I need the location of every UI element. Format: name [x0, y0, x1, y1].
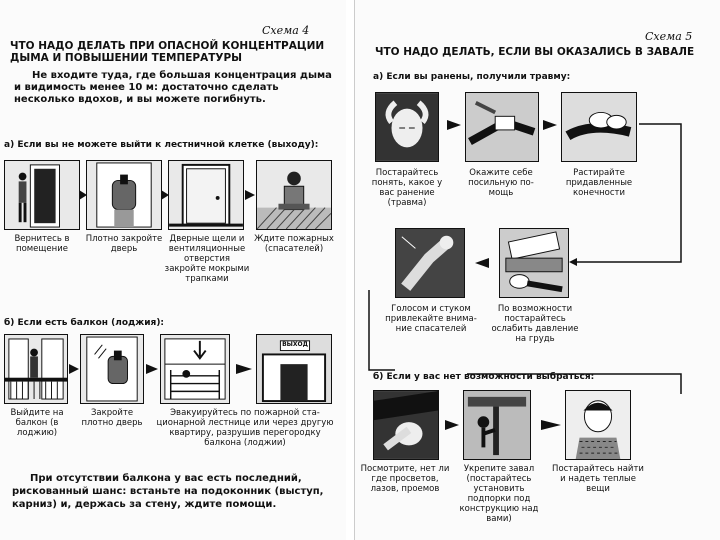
illustration-balcony-door — [80, 334, 144, 404]
arrow-right-icon — [236, 364, 252, 374]
right-page — [354, 0, 720, 540]
caption-close-door: Плотно закройте дверь — [85, 234, 163, 254]
section-a-heading: а) Если вы ранены, получили травму: — [373, 72, 571, 82]
arrow-right-icon — [543, 120, 557, 130]
scheme-4-label: Схема 4 — [262, 24, 310, 37]
caption-warm-clothes: Постарайтесь найти и надеть теплые вещи — [552, 464, 644, 494]
section-b-heading: б) Если есть балкон (лоджия): — [4, 318, 165, 328]
caption-call-rescuers: Голосом и стуком привлекайте внимание спасателей — [385, 304, 477, 334]
illustration-fire-stairs — [160, 334, 230, 404]
illustration-warm-clothes — [565, 390, 631, 460]
caption-seal-gaps: Дверные щели и вентиляционные отверстия закройте мокрыми трапками — [164, 234, 250, 284]
caption-return-room: Вернитесь в помещение — [14, 234, 70, 254]
caption-look-openings: Посмотрите, нет ли где просветов, лазов, проемов — [360, 464, 450, 494]
caption-balcony-door: Закройте плотно дверь — [81, 408, 143, 428]
arrow-right-icon — [447, 120, 461, 130]
arrow-left-icon — [475, 258, 489, 268]
scheme-5-title: ЧТО НАДО ДЕЛАТЬ, ЕСЛИ ВЫ ОКАЗАЛИСЬ В ЗАВАЛЕ — [375, 46, 695, 58]
illustration-seal-gaps — [168, 160, 244, 230]
caption-fire-stairs: Эвакуируйтесь по пожарной стационарной лестнице или через другую квартиру, разрушив перегородку балкона (лоджии) — [156, 408, 334, 448]
section-b-heading: б) Если у вас нет возможности выбраться: — [373, 372, 595, 382]
arrow-right-icon — [445, 420, 459, 430]
caption-assess-injury: Постарайтесь понять, какое у вас ранение (травма) — [371, 168, 443, 208]
smoke-warning: Не входите туда, где большая концентрация дыма и видимость менее 10 м: достаточно сделать несколько вдохов, и вы можете погибнуть. — [14, 70, 332, 105]
arrow-right-icon — [541, 420, 561, 430]
arrow-right-icon — [69, 364, 79, 374]
illustration-call-rescuers — [395, 228, 465, 298]
illustration-close-door — [86, 160, 162, 230]
caption-balcony: Выйдите на балкон (в лоджию) — [10, 408, 64, 438]
illustration-assess-injury — [375, 92, 439, 162]
scheme-4-title: ЧТО НАДО ДЕЛАТЬ ПРИ ОПАСНОЙ КОНЦЕНТРАЦИИ ДЫМА И ПОВЫШЕНИИ ТЕМПЕРАТУРЫ — [10, 40, 325, 64]
caption-self-help: Окажите себе посильную помощь — [468, 168, 534, 198]
illustration-return-room — [4, 160, 80, 230]
illustration-self-help — [465, 92, 539, 162]
scheme-5-label: Схема 5 — [645, 30, 693, 43]
caption-chest-pressure: По возможности постарайтесь ослабить давление на грудь — [491, 304, 579, 344]
caption-rub-limbs: Растирайте придавленные конечности — [565, 168, 633, 198]
caption-support-debris: Укрепите завал (постарайтесь установить подпорки под конструкцию над вами) — [459, 464, 539, 524]
arrow-right-icon — [79, 190, 87, 200]
arrow-right-icon — [245, 190, 255, 200]
section-a-heading: а) Если вы не можете выйти к лестничной клетке (выходу): — [4, 140, 319, 150]
illustration-chest-pressure — [499, 228, 569, 298]
arrow-right-icon — [146, 364, 158, 374]
illustration-look-openings — [373, 390, 439, 460]
illustration-balcony — [4, 334, 68, 404]
arrow-right-icon — [161, 190, 169, 200]
footer-note: При отсутствии балкона у вас есть последний, рискованный шанс: встаньте на подоконник (выступ, карниз) и, держась за стену, ждите помощи. — [12, 473, 324, 510]
caption-wait-firemen: Ждите пожарных (спасателей) — [254, 234, 334, 254]
exit-sign-text: ВЫХОД — [282, 341, 308, 348]
illustration-wait-firemen — [256, 160, 332, 230]
illustration-support-debris — [463, 390, 531, 460]
left-page — [0, 0, 346, 540]
illustration-rub-limbs — [561, 92, 637, 162]
